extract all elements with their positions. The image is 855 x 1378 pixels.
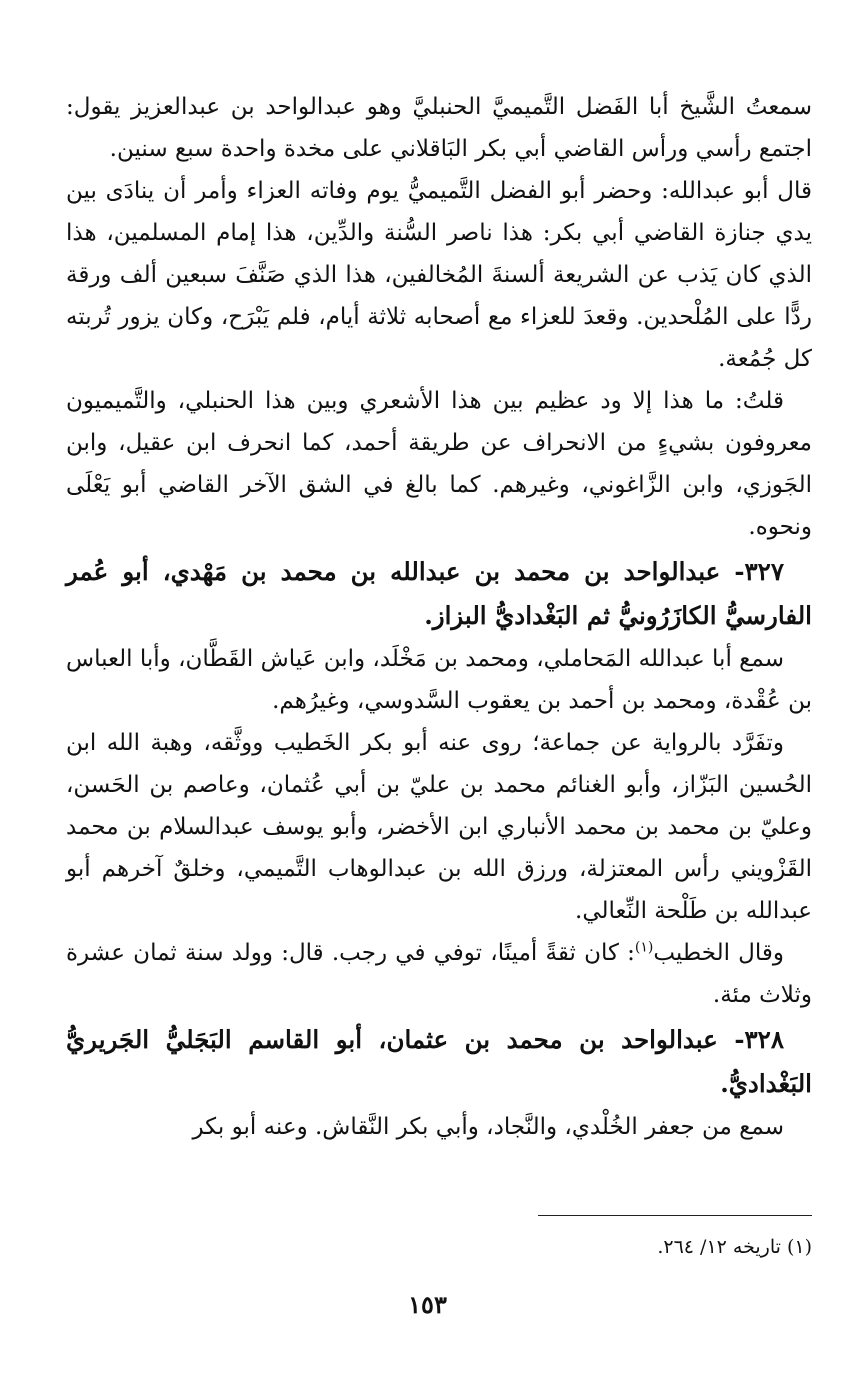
entry-heading-327: ٣٢٧- عبدالواحد بن محمد بن عبدالله بن محمد بن مَهْدي، أبو عُمر الفارسيُّ الكازَرُونيُّ ثم البَغْداديُّ البزاز. (66, 557, 812, 630)
entry-327-students: وتفَرَّد بالرواية عن جماعة؛ روى عنه أبو بكر الخَطيب ووثَّقه، وهبة الله ابن الحُسين البَزّاز، وأبو الغنائم محمد بن عليّ بن أبي عُثمان، وعاصم بن الحَسن، وعليّ بن محمد بن محمد الأنباري ابن الأخضر، وأبو يوسف عبدالسلام بن محمد القَزْويني رأس المعتزلة، ورزق الله بن عبدالوهاب التَّميمي، وخلقٌ آخرهم أبو عبدالله بن طَلْحة النِّعالي. (66, 730, 812, 924)
khatib-text-before: وقال الخطيب (653, 940, 784, 966)
entry-327-khatib-quote (66, 932, 812, 1016)
entry-heading-328: ٣٢٨- عبدالواحد بن محمد بن عثمان، أبو القاسم البَجَليُّ الجَريريُّ البَغْداديُّ. (66, 1025, 812, 1098)
paragraph-comment: قلتُ: ما هذا إلا ود عظيم بين هذا الأشعري وبين هذا الحنبلي، والتَّميميون معروفون بشيءٍ من الانحراف عن طريقة أحمد، كما انحرف ابن عقيل، وابن الجَوزي، وابن الزَّاغوني، وغيرهم. كما بالغ في الشق الآخر القاضي أبو يَعْلَى ونحوه. (66, 388, 812, 540)
footnote-divider (538, 1215, 812, 1216)
page-body (66, 86, 812, 1148)
paragraph-intro: سمعتُ الشَّيخ أبا الفَضل التَّميميَّ الحنبليَّ وهو عبدالواحد بن عبدالعزيز يقول: اجتمع رأسي ورأس القاضي أبي بكر البَاقلاني على مخدة واحدة سبع سنين. (66, 94, 812, 162)
entry-327-teachers: سمع أبا عبدالله المَحاملي، ومحمد بن مَخْلَد، وابن عَياش القَطَّان، وأبا العباس بن عُقْدة، ومحمد بن أحمد بن يعقوب السَّدوسي، وغيرُهم. (66, 646, 812, 714)
paragraph-funeral: قال أبو عبدالله: وحضر أبو الفضل التَّميميُّ يوم وفاته العزاء وأمر أن ينادَى بين يدي جنازة القاضي أبي بكر: هذا ناصر السُّنة والدِّين، هذا إمام المسلمين، هذا الذي كان يَذب عن الشريعة ألسنةَ المُخالفين، هذا الذي صَنَّفَ سبعين ألف ورقة ردًّا على المُلْحدين. وقعدَ للعزاء مع أصحابه ثلاثة أيام، فلم يَبْرَح، وكان يزور تُربته كل جُمُعة. (66, 178, 812, 372)
page-number: ١٥٣ (408, 1290, 447, 1319)
entry-328-teachers: سمع من جعفر الخُلْدي، والنَّجاد، وأبي بكر النَّقاش. وعنه أبو بكر (192, 1114, 784, 1140)
khatib-text-after: : كان ثقةً أمينًا، توفي في رجب. قال: وولد سنة ثمان عشرة وثلاث مئة. (66, 940, 812, 1008)
footnote: (١) تاريخه ١٢/ ٢٦٤. (657, 1236, 812, 1258)
footnote-ref[interactable]: (١) (634, 939, 654, 956)
